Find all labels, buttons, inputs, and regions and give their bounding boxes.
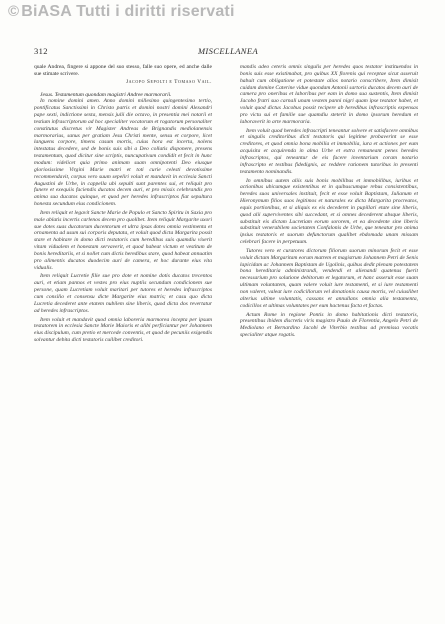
paragraph: mandis adeo ceteris omnis singulis per heredes quos testator instituendos in bonis suis esse existimabat, pro quibus XX florenis qui receptae sicut asseruit habuit cum obligatione et potestate alios notario conscribere, Item dimisit cuidam domine Caterine vidue quondam Antonii sartoris ducatos decem auri de camera pro oneribus et laboribus per eam in domo sua sustentis, Item dimisit Jacobo fratri suo carnali unam vestem panni nigri quam ipse testator habet, et voluit quod dictus Jacobus possit recipere ab heredibus infrascriptis expensas pro victu sui et familie sue quamdiu steterit in domo ipsorum heredum et laboraverit in arte marmoraria.: [240, 64, 418, 125]
left-column: [34, 64, 212, 612]
paragraph: Tutores vero et curatores dictorum filiorum suorum minorum fecit et esse voluit dictam Margaritam eorum matrem et magistrum Johannem Petri de Senis lapicidam ac Johannem Baptistam de Ugolinis, quibus dedit plenam potestatem bona hereditaria administrandi, vendendi et alienandi quatenus fuerit necessarium pro solutione debitorum et legatorum, et hanc asseruit esse suam ultimam voluntatem, quam valere voluit iure testamenti, et si iure testamenti non valeret, valeat iure codicillorum vel donationis causa mortis, vel cuiuslibet alterius ultime voluntatis, cassans et annullans omnia alia testamenta, codicillos et ultimas voluntates per eum hactenus facta et factas.: [240, 247, 418, 309]
signature-line: Jacopo Sepolti e Tomaso Vail.: [125, 78, 212, 85]
watermark-text: BiASA Tutti i diritti riservati: [21, 3, 235, 20]
right-column: [240, 64, 418, 612]
paragraph: In nomine domini amen. Anno domini millesimo quingentesimo tertio, pontificatus Sanctissimi in Christo patris et domini nostri domini Alexandri pape sexti, indictione sexta, mensis julii die octavo, in presentia mei notarii et testium infrascriptorum ad hoc specialiter vocatorum et rogatorum personaliter constitutus discretus vir Magister Andreas de Brignandis mediolanensis marmorarius, sanus per gratiam Jesu Christi mente, sensu et corpore, licet languens corpore, timens casum mortis, cuius hora est incerta, nolens intestatus decedere, sed de bonis suis sibi a Deo collatis disponere, presens testamentum, quod dicitur sine scriptis, nuncupativum condidit et fecit in hunc modum: videlicet quia primo animam suam omnipotenti Deo eiusque gloriosissime Virgini Marie matri et toti curie celesti devotissime recommendavit, corpus vero suum sepeliri voluit et mandavit in ecclesia Sancti Augustini de Urbe, in cappella ubi sepulti sunt parentes sui, et reliquit pro funere et exequiis faciendis ducatos decem auri, et pro missis celebrandis pro anima sua ducatos quinque, et quod per heredes infrascriptos fiat sepultura honesta secundum eius condicionem.: [34, 98, 212, 208]
copyright-watermark: [8, 3, 235, 21]
paragraph: Item reliquit et legavit Sancte Marie de Populo et Sancto Spiritu in Saxia pro male ablatis incertis carlenos decem pro quolibet. Item reliquit Margarite uxori sue dotes suas ducatorum ducentorum et ultra ipsas dotes omnia vestimenta et ornamenta ad usum sui corporis deputata, et voluit quod dicta Margarita possit stare et habitare in domo dicti testatoris cum heredibus suis quamdiu vixerit vitam vidualem et honestam servaverit, et quod habeat victum et vestitum de bonis hereditariis, et si nollet cum dictis heredibus stare, quod habeat annuatim pro alimentis ducatos duodecim auri de camera, et hoc durante eius vita vidualis.: [34, 209, 212, 271]
paragraph: Item voluit quod heredes infrascripti teneantur solvere et satisfacere omnibus et singulis creditoribus dicti testatoris qui legitime probaverint se esse creditores, et quod omnia bona mobilia et immobilia, iura et actiones per eum acquisita et acquirenda in alma Urbe et extra remaneant penes heredes infrascriptos, qui teneantur de eis facere inventarium coram notario infrascripto et testibus fidedignis, ac reddere rationem tutoribus in presenti testamento nominandis.: [240, 127, 418, 175]
left-column-body: [34, 98, 212, 344]
paragraph: Actum Rome in regione Pontis in domo habitationis dicti testatoris, presentibus ibidem discretis viris magistro Paulo de Florentia, Angelo Petri de Mediolano et Bernardino Jacobi de Viterbio testibus ad premissa vocatis specialiter atque rogatis.: [240, 311, 418, 339]
running-header: [34, 46, 422, 58]
page-number: 312: [34, 46, 48, 56]
text-columns: [34, 64, 422, 612]
document-page: [34, 46, 422, 612]
opening-paragraph: quale Andrea, fingere si appone del suo stesso, falle suo opere, ed anche dalle sue stimate scrivere.: [34, 64, 212, 77]
section-heading: Jesus. Testamentum quondam magistri Andree marmorarii.: [40, 91, 172, 98]
copyright-icon: ©: [8, 3, 20, 20]
paragraph: Item voluit et mandavit quod omnia laboreria marmorea incepta per ipsum testatorem in ecclesia Sancte Marie Maioris et alibi perficiantur per Johannem eius discipulum, cum pretio et mercede conventis, et quod de pecuniis exigendis solvantur debita dicti testatoris cuilibet creditori.: [34, 316, 212, 344]
paragraph: Item reliquit Lucretie filie sue pro dote et nomine dotis ducatos trecentos auri, et etiam pannos et vestes pro eius nuptiis secundum condicionem sue persone, quam Lucretiam voluit maritari per tutores et heredes infrascriptos cum consilio et consensu dicte Margarite eius matris; et casu quo dicta Lucretia decederet ante etatem nubilem sine liberis, quod dicta dos revertatur ad heredes infrascriptos.: [34, 273, 212, 314]
right-column-body: [240, 64, 418, 339]
running-title: MISCELLANEA: [197, 46, 259, 56]
paragraph: In omnibus autem aliis suis bonis mobilibus et immobilibus, iuribus et actionibus ubicumque existentibus et in quibuscumque rebus consistentibus, heredes suos universales instituit, fecit et esse voluit Baptistam, Julianum et Hieronymum filios suos legitimos et naturales ex dicta Margarita procreatos, equis portionibus, et si aliquis ex eis decederet in pupillari etate sine liberis, quod alii superviventes sibi succedant, et si omnes decederent absque liberis, substituit eis dictam Lucretiam eorum sororem, et ea decedente sine liberis substituit venerabilem societatem Confalonis de Urbe, que teneatur pro anima ipsius testatoris et suorum defunctorum qualibet ebdomada unam missam celebrari facere in perpetuum.: [240, 177, 418, 246]
